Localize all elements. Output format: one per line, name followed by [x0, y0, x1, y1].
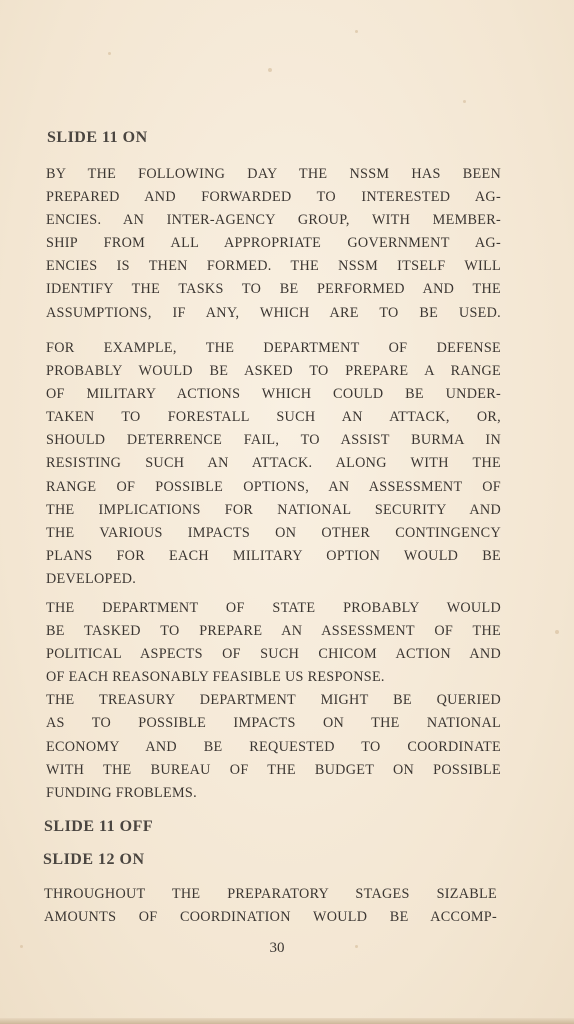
text-line: IDENTIFY THE TASKS TO BE PERFORMED AND THE [46, 281, 501, 298]
paper-speck [355, 30, 358, 33]
heading-slide-11-off: SLIDE 11 OFF [44, 818, 154, 835]
text-line: THROUGHOUT THE PREPARATORY STAGES SIZABLE [44, 886, 497, 902]
text-line: FUNDING FROBLEMS. [46, 784, 197, 801]
text-line: ASSUMPTIONS, IF ANY, WHICH ARE TO BE USED. [46, 304, 501, 321]
text-line: OF MILITARY ACTIONS WHICH COULD BE UNDER- [46, 386, 501, 403]
text-line: THE TREASURY DEPARTMENT MIGHT BE QUERIED [46, 692, 501, 709]
paper-speck [555, 630, 559, 634]
text-line: SHOULD DETERRENCE FAIL, TO ASSIST BURMA IN [46, 432, 501, 449]
text-line: PREPARED AND FORWARDED TO INTERESTED AG- [46, 189, 501, 206]
text-line: DEVELOPED. [46, 570, 137, 587]
text-line: AS TO POSSIBLE IMPACTS ON THE NATIONAL [46, 715, 501, 732]
page-bottom-edge [0, 1018, 574, 1024]
text-line: OF EACH REASONABLY FEASIBLE US RESPONSE. [46, 669, 385, 686]
text-line: BE TASKED TO PREPARE AN ASSESSMENT OF THE [46, 623, 501, 640]
text-line: ECONOMY AND BE REQUESTED TO COORDINATE [46, 738, 501, 755]
paragraph-3 [46, 597, 501, 805]
paper-speck [463, 100, 466, 103]
paper-speck [355, 945, 358, 948]
text-line: POLITICAL ASPECTS OF SUCH CHICOM ACTION AND [46, 646, 501, 663]
text-line: BY THE FOLLOWING DAY THE NSSM HAS BEEN [46, 166, 501, 182]
paragraph-2 [46, 337, 501, 591]
paper-speck [268, 68, 272, 72]
paragraph-1 [46, 163, 501, 325]
heading-slide-12-on: SLIDE 12 ON [43, 851, 145, 868]
text-line: AMOUNTS OF COORDINATION WOULD BE ACCOMP- [44, 909, 497, 926]
text-line: SHIP FROM ALL APPROPRIATE GOVERNMENT AG- [46, 235, 501, 252]
text-line: THE DEPARTMENT OF STATE PROBABLY WOULD [46, 600, 501, 616]
text-line: ENCIES IS THEN FORMED. THE NSSM ITSELF WILL [46, 258, 501, 275]
text-line: FOR EXAMPLE, THE DEPARTMENT OF DEFENSE [46, 340, 501, 356]
text-line: WITH THE BUREAU OF THE BUDGET ON POSSIBLE [46, 761, 501, 778]
text-line: THE VARIOUS IMPACTS ON OTHER CONTINGENCY [46, 524, 501, 541]
text-line: RANGE OF POSSIBLE OPTIONS, AN ASSESSMENT OF [46, 478, 501, 495]
paper-speck [20, 945, 23, 948]
text-line: RESISTING SUCH AN ATTACK. ALONG WITH THE [46, 455, 501, 472]
page-number: 30 [269, 940, 285, 956]
text-line: TAKEN TO FORESTALL SUCH AN ATTACK, OR, [46, 409, 501, 426]
text-line: PLANS FOR EACH MILITARY OPTION WOULD BE [46, 547, 501, 564]
paragraph-4 [44, 883, 497, 929]
text-line: PROBABLY WOULD BE ASKED TO PREPARE A RANGE [46, 363, 501, 380]
text-line: ENCIES. AN INTER-AGENCY GROUP, WITH MEMBER- [46, 212, 501, 229]
paper-speck [108, 52, 111, 55]
heading-slide-11-on: SLIDE 11 ON [47, 129, 148, 146]
text-line: THE IMPLICATIONS FOR NATIONAL SECURITY AND [46, 501, 501, 518]
